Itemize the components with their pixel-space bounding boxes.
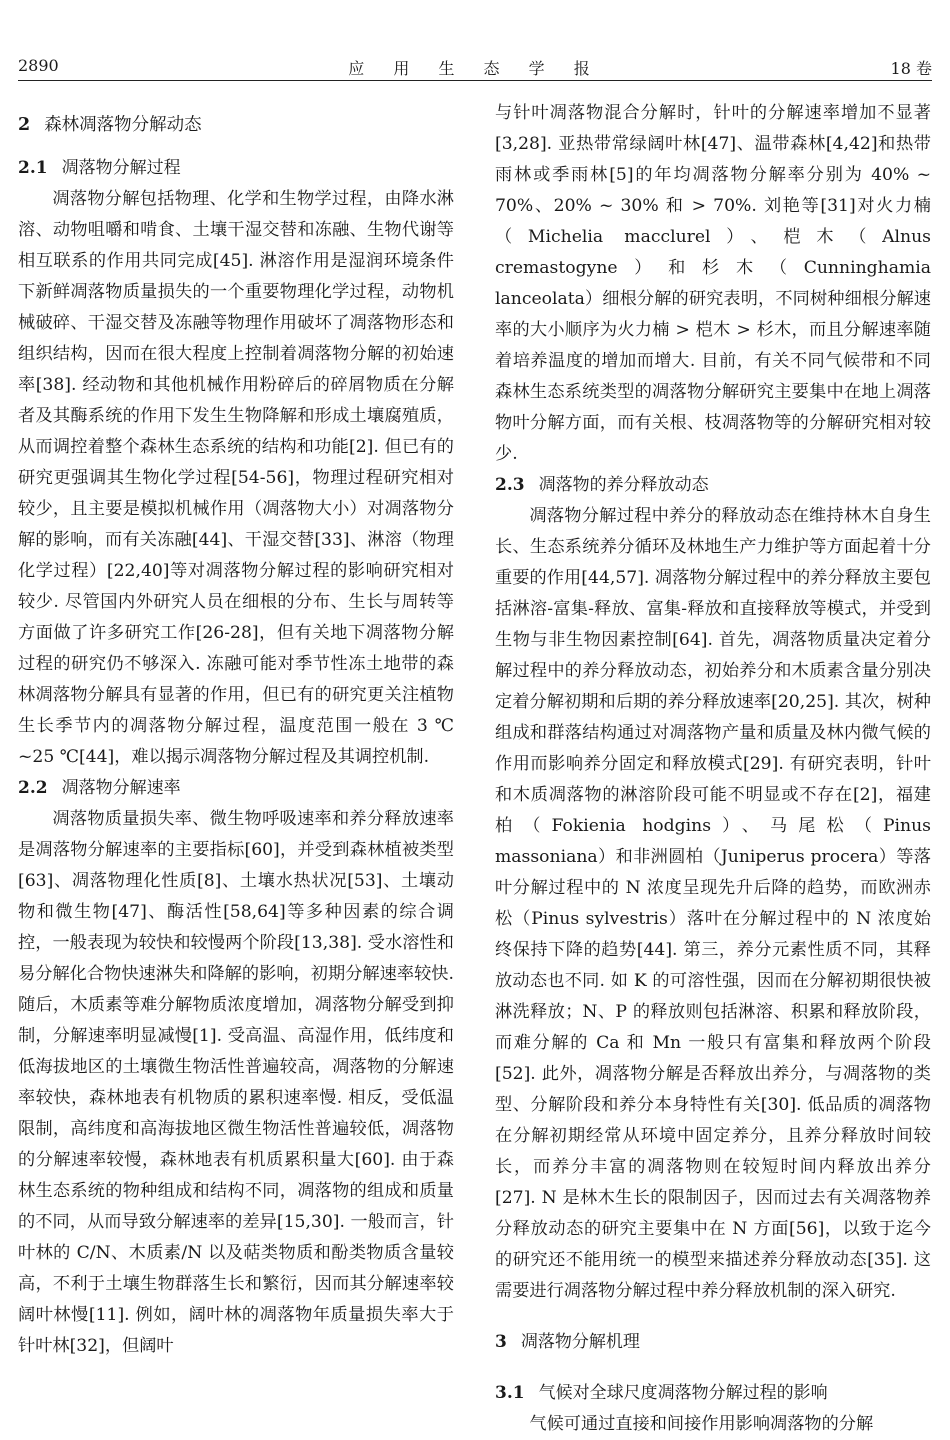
section-number: 2.2 xyxy=(18,778,48,798)
section-number: 3 xyxy=(495,1332,507,1352)
section-title: 凋落物分解过程 xyxy=(61,158,181,178)
spacer xyxy=(495,1358,931,1378)
right-column xyxy=(495,98,931,1440)
section-3-heading xyxy=(495,1327,931,1358)
section-2-2-heading xyxy=(18,773,454,804)
paragraph: 凋落物分解包括物理、化学和生物学过程，由降水淋溶、动物咀嚼和啃食、土壤干湿交替和冻融、生物代谢等相互联系的作用共同完成[45]. 淋溶作用是湿润环境条件下新鲜凋落物质量损失的一个重要物理化学过程，动物机械破碎、干湿交替及冻融等物理作用破坏了凋落物形态和组织结构，因而在很大程度上控制着凋落物分解的初始速率[38]. 经动物和其他机械作用粉碎后的碎屑物质在分解者及其酶系统的作用下发生生物降解和形成土壤腐殖质，从而调控着整个森林生态系统的结构和功能[2]. 但已有的研究更强调其生物化学过程[54-56]，物理过程研究相对较少，且主要是模拟机械作用（凋落物大小）对凋落物分解的影响，而有关冻融[44]、干湿交替[33]、淋溶（物理化学过程）[22,40]等对凋落物分解过程的影响研究相对较少. 尽管国内外研究人员在细根的分布、生长与周转等方面做了许多研究工作[26-28]，但有关地下凋落物分解过程的研究仍不够深入. 冻融可能对季节性冻土地带的森林凋落物分解具有显著的作用，但已有的研究更关注植物生长季节内的凋落物分解过程，温度范围一般在 3 ℃ ~25 ℃[44]，难以揭示凋落物分解过程及其调控机制. xyxy=(18,189,454,767)
paragraph: 气候可通过直接和间接作用影响凋落物的分解 xyxy=(529,1414,874,1434)
section-number: 2.3 xyxy=(495,475,525,495)
running-header xyxy=(18,52,932,81)
section-3-1-heading xyxy=(495,1378,931,1409)
section-number: 2.1 xyxy=(18,158,48,178)
section-title: 凋落物的养分释放动态 xyxy=(538,475,709,495)
section-number: 3.1 xyxy=(495,1383,525,1403)
section-number: 2 xyxy=(18,115,31,135)
paragraph: 凋落物质量损失率、微生物呼吸速率和养分释放速率是凋落物分解速率的主要指标[60]，并受到森林植被类型[63]、凋落物理化性质[8]、土壤水热状况[53]、土壤动物和微生物[47]、酶活性[58,64]等多种因素的综合调控，一般表现为较快和较慢两个阶段[13,38]. 受水溶性和易分解化合物快速淋失和降解的影响，初期分解速率较快. 随后，木质素等难分解物质浓度增加，凋落物分解受到抑制，分解速率明显减慢[1]. 受高温、高湿作用，低纬度和低海拔地区的土壤微生物活性普遍较高，凋落物的分解速率较快，森林地表有机物质的累积速率慢. 相反，受低温限制，高纬度和高海拔地区微生物活性普遍较低，凋落物的分解速率较慢，森林地表有机质累积量大[60]. 由于森林生态系统的物种组成和结构不同，凋落物的组成和质量的不同，从而导致分解速率的差异[15,30]. 一般而言，针叶林的 C/N、木质素/N 以及萜类物质和酚类物质含量较高，不利于土壤生物群落生长和繁衍，因而其分解速率较阔叶林慢[11]. 例如，阔叶林的凋落物年质量损失率大于针叶林[32]，但阔叶 xyxy=(18,809,454,1356)
page-number: 2890 xyxy=(18,56,59,75)
section-2-3-heading xyxy=(495,470,931,501)
section-title: 森林凋落物分解动态 xyxy=(44,115,202,135)
left-column xyxy=(18,98,454,1362)
paragraph: 凋落物分解过程中养分的释放动态在维持林木自身生长、生态系统养分循环及林地生产力维护等方面起着十分重要的作用[44,57]. 凋落物分解过程中的养分释放主要包括淋溶-富集-释放、富集-释放和直接释放等模式，并受到生物与非生物因素控制[64]. 首先，凋落物质量决定着分解过程中的养分释放动态，初始养分和木质素含量分别决定着分解初期和后期的养分释放速率[20,25]. 其次，树种组成和群落结构通过对凋落物产量和质量及林内微气候的作用而影响养分固定和释放模式[29]. 有研究表明，针叶和木质凋落物的淋溶阶段可能不明显或不存在[2]，福建柏（Fokienia hodgins）、马尾松（Pinus massoniana）和非洲圆柏（Juniperus procera）等落叶分解过程中的 N 浓度呈现先升后降的趋势，而欧洲赤松（Pinus sylvestris）落叶在分解过程中的 N 浓度始终保持下降的趋势[44]. 第三，养分元素性质不同，其释放动态也不同. 如 K 的可溶性强，因而在分解初期很快被淋洗释放；N、P 的释放则包括淋溶、积累和释放阶段，而难分解的 Ca 和 Mn 一般只有富集和释放两个阶段[52]. 此外，凋落物分解是否释放出养分，与凋落物的类型、分解阶段和养分本身特性有关[30]. 低品质的凋落物在分解初期经常从环境中固定养分，且养分释放时间较长，而养分丰富的凋落物则在较短时间内释放出养分[27]. N 是林木生长的限制因子，因而过去有关凋落物养分释放动态的研究主要集中在 N 方面[56]，以致于迄今的研究还不能用统一的模型来描述养分释放动态[35]. 这需要进行凋落物分解过程中养分释放机制的深入研究. xyxy=(495,506,931,1301)
journal-title: 应 用 生 态 学 报 xyxy=(348,59,602,78)
section-2-1-heading xyxy=(18,153,454,184)
section-title: 气候对全球尺度凋落物分解过程的影响 xyxy=(538,1383,828,1403)
paragraph-continued: 与针叶凋落物混合分解时，针叶的分解速率增加不显著[3,28]. 亚热带常绿阔叶林[47]、温带森林[4,42]和热带雨林或季雨林[5]的年均凋落物分解率分别为 40% ~ 70%、20% ~ 30% 和 > 70%. 刘艳等[31]对火力楠（Michelia macclurel）、桤木（Alnus cremastogyne）和杉木（Cunninghamia lanceolata）细根分解的研究表明，不同树种细根分解速率的大小顺序为火力楠 > 桤木 > 杉木，而且分解速率随着培养温度的增加而增大. 目前，有关不同气候带和不同森林生态系统类型的凋落物分解研究主要集中在地上凋落物叶分解方面，而有关根、枝凋落物等的分解研究相对较少. xyxy=(495,103,931,464)
section-title: 凋落物分解速率 xyxy=(61,778,181,798)
volume-label: 18 卷 xyxy=(890,59,932,78)
spacer xyxy=(495,1307,931,1327)
section-title: 凋落物分解机理 xyxy=(520,1332,640,1352)
section-2-heading xyxy=(18,110,454,141)
